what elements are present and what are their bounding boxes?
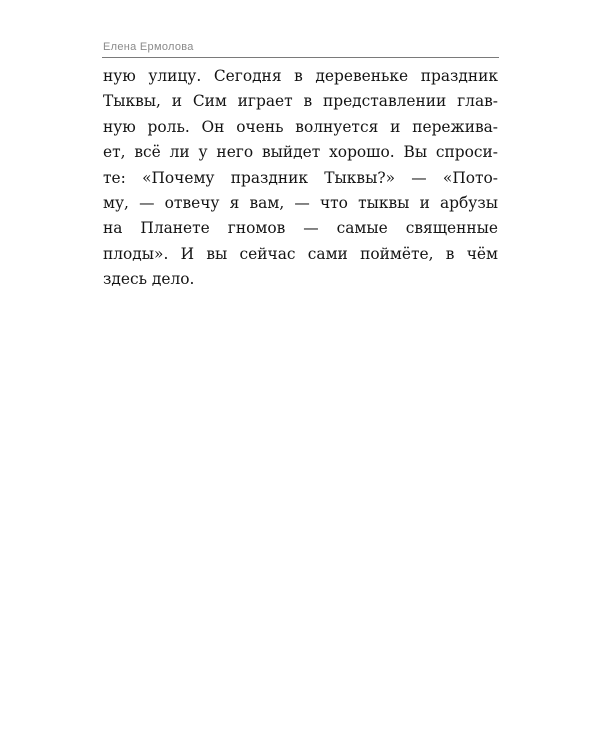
body-paragraph [103,64,498,293]
text-line: му, — отвечу я вам, — что тыквы и арбузы [103,193,498,212]
text-line: здесь дело. [103,270,195,289]
header-rule [102,57,499,58]
text-line: Тыквы, и Сим играет в представлении глав- [103,92,498,111]
running-header-author: Елена Ермолова [103,41,194,53]
text-line: те: «Почему праздник Тыквы?» — «Пото- [103,168,498,187]
text-line: ную роль. Он очень волнуется и пережива- [103,117,498,136]
text-line: ную улицу. Сегодня в деревеньке праздник [103,67,498,85]
text-line: ет, всё ли у него выйдет хорошо. Вы спроси- [103,143,498,162]
text-line: плоды». И вы сейчас сами поймёте, в чём [103,244,498,263]
text-line: на Планете гномов — самые священные [103,219,498,238]
